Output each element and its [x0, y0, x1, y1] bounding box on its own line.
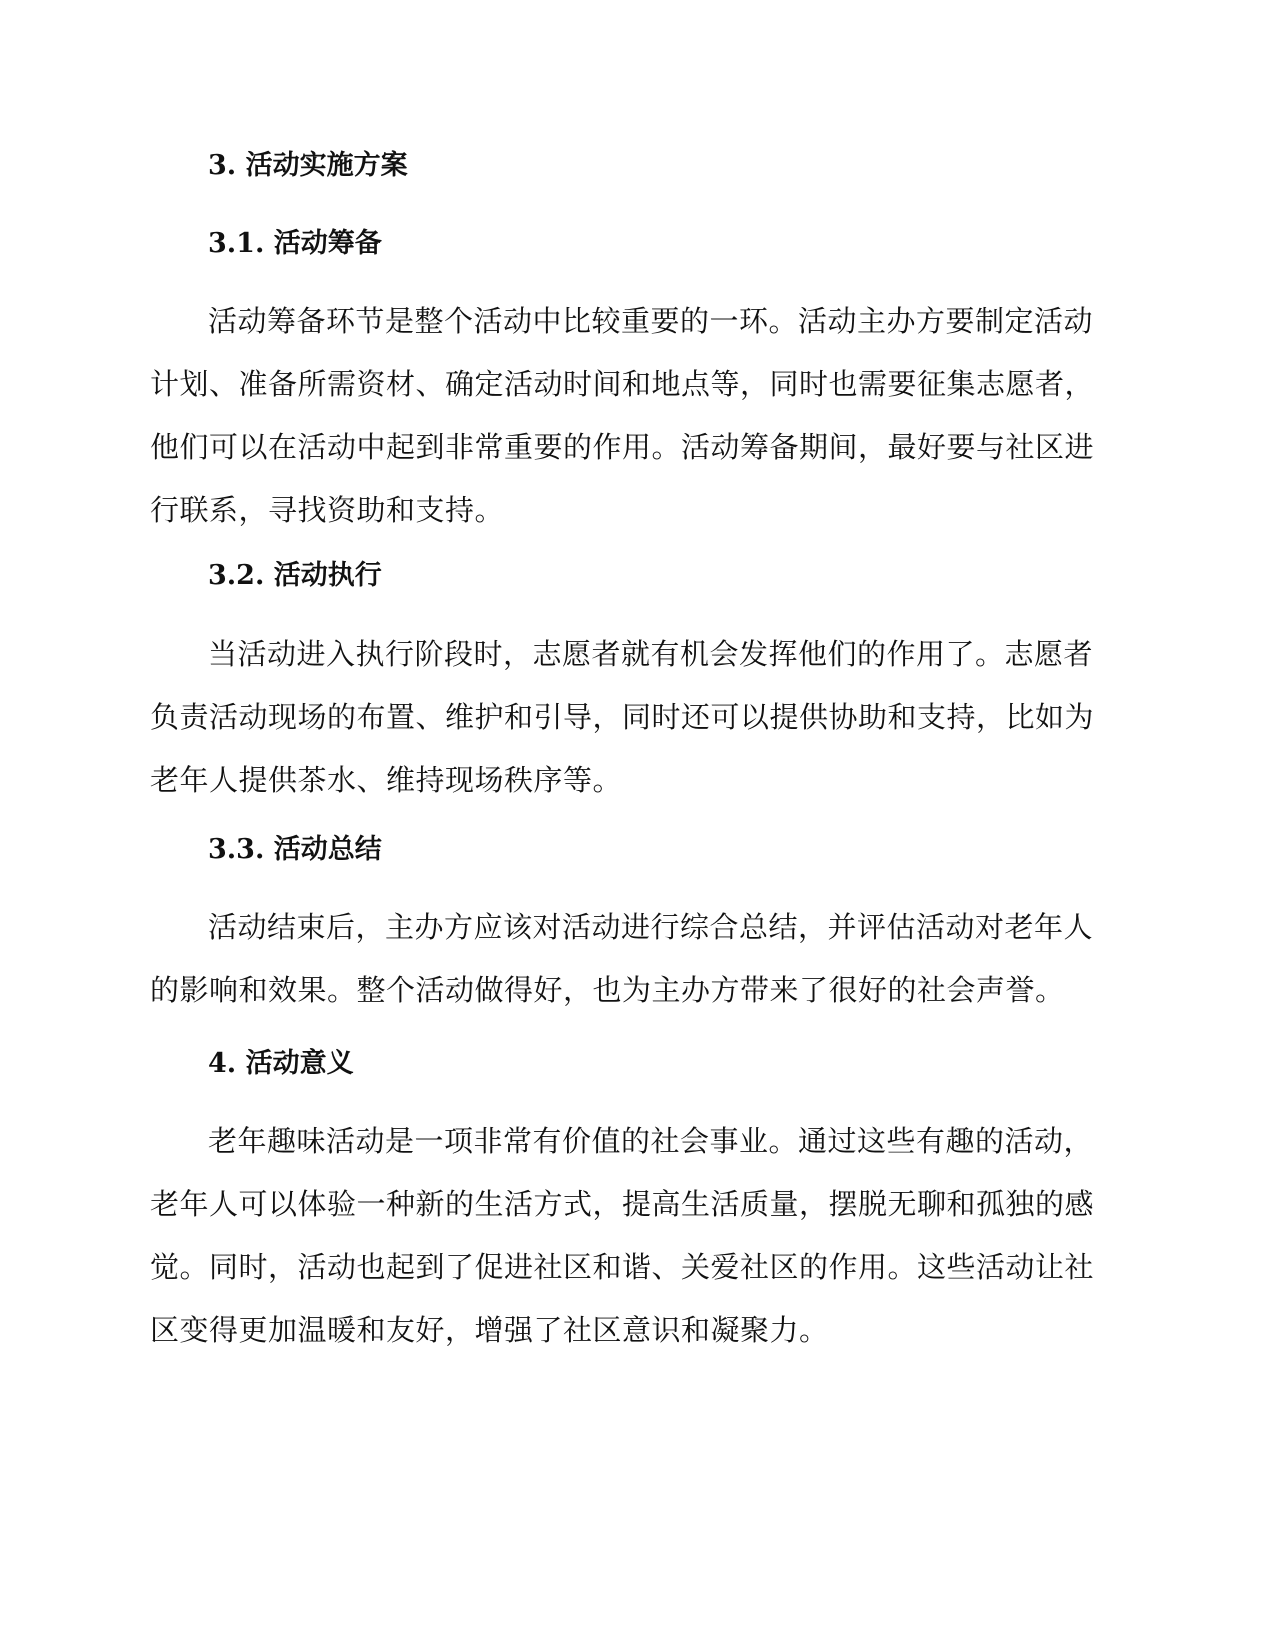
section-3-2-heading: 3.2. 活动执行 [208, 560, 382, 591]
section-4-heading: 4. 活动意义 [208, 1048, 354, 1079]
section-3-1-paragraph: 活动筹备环节是整个活动中比较重要的一环。活动主办方要制定活动计划、准备所需资材、确定活动时间和地点等，同时也需要征集志愿者，他们可以在活动中起到非常重要的作用。活动筹备期间，最好要与社区进行联系，寻找资助和支持。 [150, 304, 1095, 527]
section-4-paragraph: 老年趣味活动是一项非常有价值的社会事业。通过这些有趣的活动，老年人可以体验一种新的生活方式，提高生活质量，摆脱无聊和孤独的感觉。同时，活动也起到了促进社区和谐、关爱社区的作用。这些活动让社区变得更加温暖和友好，增强了社区意识和凝聚力。 [150, 1124, 1095, 1347]
section-3-3-paragraph: 活动结束后，主办方应该对活动进行综合总结，并评估活动对老年人的影响和效果。整个活动做得好，也为主办方带来了很好的社会声誉。 [150, 910, 1094, 1007]
section-3-2-paragraph: 当活动进入执行阶段时，志愿者就有机会发挥他们的作用了。志愿者负责活动现场的布置、维护和引导，同时还可以提供协助和支持，比如为老年人提供茶水、维持现场秩序等。 [150, 637, 1095, 797]
section-3-1-heading: 3.1. 活动筹备 [208, 228, 382, 259]
section-3-heading: 3. 活动实施方案 [208, 150, 408, 181]
section-3-3-heading: 3.3. 活动总结 [208, 834, 382, 865]
